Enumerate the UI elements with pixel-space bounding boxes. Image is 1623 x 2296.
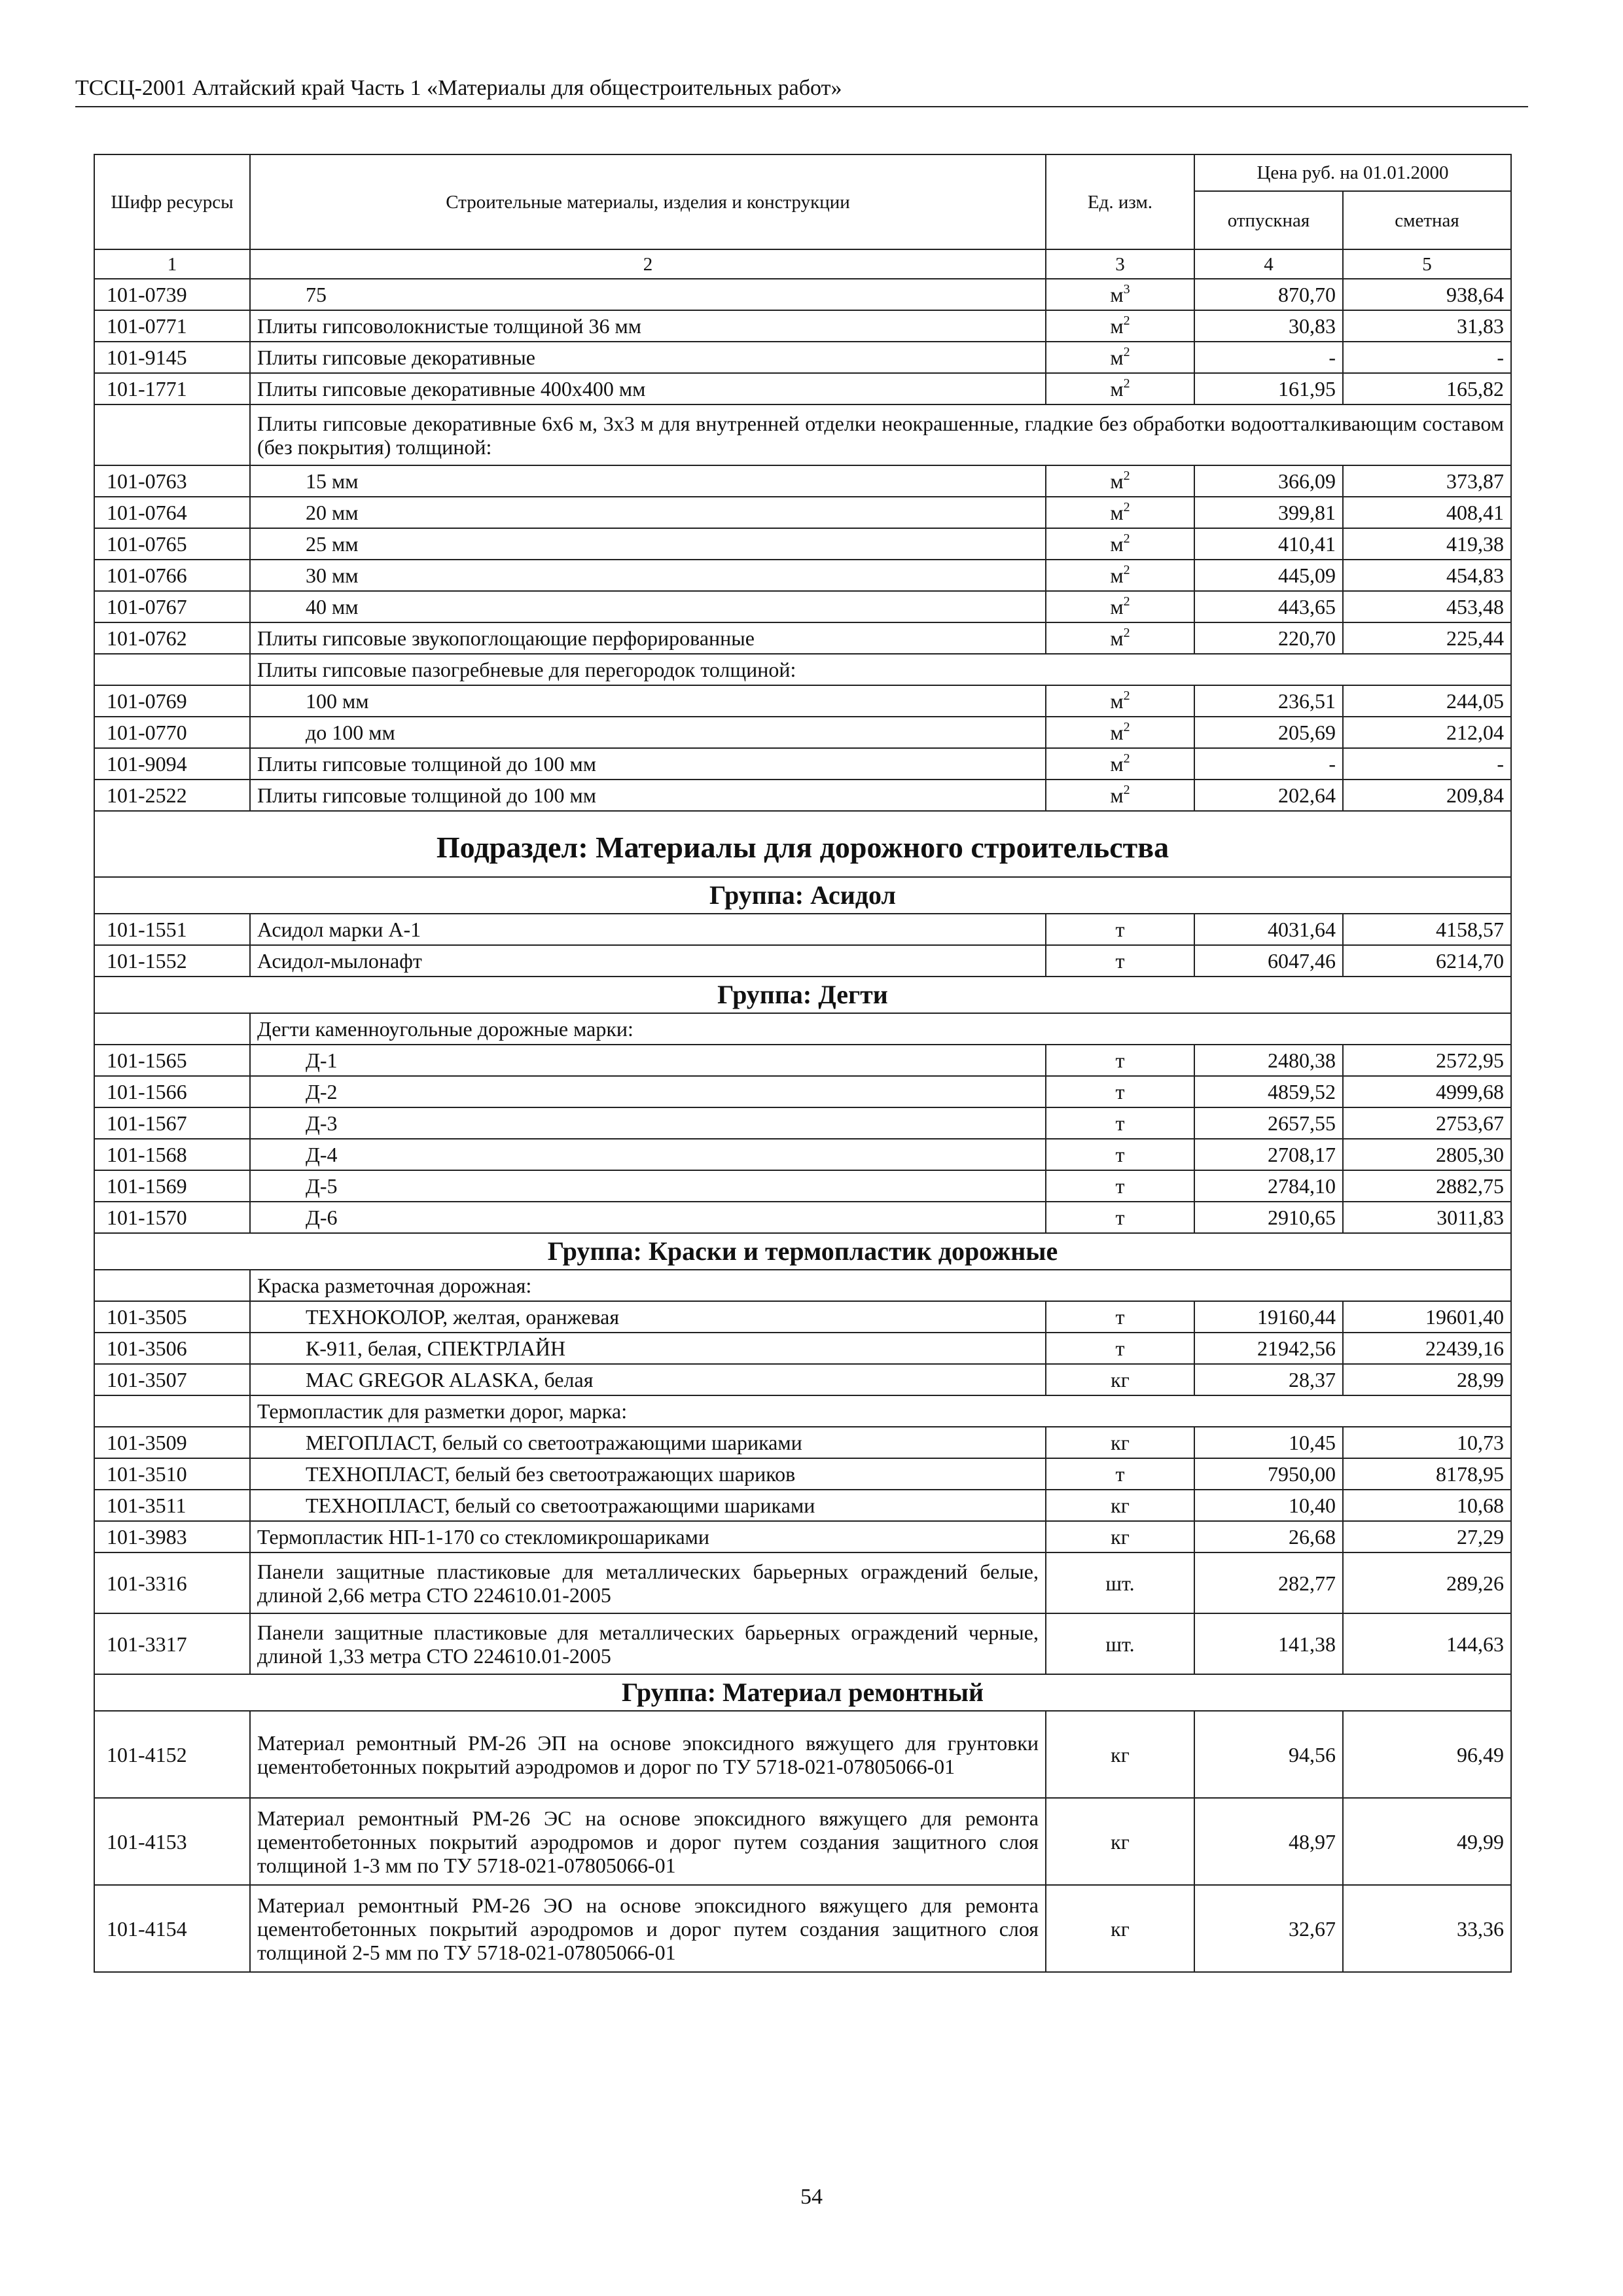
unit-exponent: 2 <box>1123 531 1130 546</box>
row-unit <box>1046 1885 1194 1972</box>
row-price-estimate: 33,36 <box>1343 1885 1511 1972</box>
unit-exponent: 2 <box>1123 469 1130 483</box>
table-row <box>94 1202 1511 1233</box>
row-name: ТЕХНОПЛАСТ, белый без светоотражающих шариков <box>250 1458 1046 1490</box>
row-price-release: 870,70 <box>1194 279 1343 310</box>
row-price-release: 399,81 <box>1194 497 1343 528</box>
note-text: Термопластик для разметки дорог, марка: <box>250 1395 1511 1427</box>
unit-exponent: 2 <box>1123 345 1130 359</box>
row-code: 101-3507 <box>94 1364 250 1395</box>
unit-text: кг <box>1111 1742 1130 1767</box>
table-row <box>94 1885 1511 1972</box>
unit-text: т <box>1115 1174 1125 1198</box>
row-price-estimate: 244,05 <box>1343 685 1511 717</box>
row-unit <box>1046 1139 1194 1170</box>
row-name: 75 <box>250 279 1046 310</box>
row-price-estimate: 209,84 <box>1343 780 1511 811</box>
row-code <box>94 404 250 465</box>
note-text: Плиты гипсовые декоративные 6х6 м, 3х3 м для внутренней отделки неокрашенные, гладкие без обработки водоотталкивающим составом (без покрытия) толщиной: <box>250 404 1511 465</box>
table-row <box>94 373 1511 404</box>
row-price-estimate: 3011,83 <box>1343 1202 1511 1233</box>
group-title: Группа: Дегти <box>94 977 1511 1013</box>
row-unit <box>1046 1333 1194 1364</box>
table-row <box>94 1301 1511 1333</box>
table-row <box>94 591 1511 622</box>
row-name: Асидол марки А-1 <box>250 914 1046 945</box>
unit-exponent: 2 <box>1123 500 1130 514</box>
unit-text: кг <box>1111 1916 1130 1941</box>
row-name: Термопластик НП-1-170 со стекломикрошариками <box>250 1521 1046 1552</box>
row-price-estimate: 28,99 <box>1343 1364 1511 1395</box>
row-price-estimate: 454,83 <box>1343 560 1511 591</box>
row-price-estimate: 2572,95 <box>1343 1045 1511 1076</box>
row-price-estimate: 453,48 <box>1343 591 1511 622</box>
row-price-release: 366,09 <box>1194 465 1343 497</box>
row-code: 101-1552 <box>94 945 250 977</box>
running-header: ТССЦ-2001 Алтайский край Часть 1 «Материалы для общестроительных работ» <box>75 73 1528 107</box>
row-name: Асидол-мылонафт <box>250 945 1046 977</box>
col-number: 2 <box>250 249 1046 279</box>
unit-text: т <box>1115 918 1125 941</box>
row-unit <box>1046 945 1194 977</box>
table-row <box>94 748 1511 780</box>
row-name: Д-6 <box>250 1202 1046 1233</box>
row-name: 40 мм <box>250 591 1046 622</box>
unit-text: т <box>1115 949 1125 973</box>
row-price-release: 410,41 <box>1194 528 1343 560</box>
row-price-estimate: 31,83 <box>1343 310 1511 342</box>
table-row <box>94 622 1511 654</box>
group-row <box>94 877 1511 914</box>
table-row <box>94 1427 1511 1458</box>
unit-exponent: 2 <box>1123 783 1130 797</box>
row-unit <box>1046 1521 1194 1552</box>
row-price-estimate: 373,87 <box>1343 465 1511 497</box>
row-unit <box>1046 1301 1194 1333</box>
group-title: Группа: Материал ремонтный <box>94 1674 1511 1711</box>
row-name: MAC GREGOR ALASKA, белая <box>250 1364 1046 1395</box>
row-price-release: 4031,64 <box>1194 914 1343 945</box>
table-row <box>94 1490 1511 1521</box>
row-price-release: 32,67 <box>1194 1885 1343 1972</box>
row-name: 100 мм <box>250 685 1046 717</box>
row-unit <box>1046 1076 1194 1107</box>
subsection-row <box>94 811 1511 877</box>
row-code: 101-0764 <box>94 497 250 528</box>
row-name: МЕГОПЛАСТ, белый со светоотражающими шариками <box>250 1427 1046 1458</box>
row-code: 101-4153 <box>94 1798 250 1885</box>
unit-text: шт. <box>1105 1632 1135 1656</box>
table-row <box>94 1107 1511 1139</box>
row-unit <box>1046 1170 1194 1202</box>
row-price-release: 282,77 <box>1194 1552 1343 1613</box>
row-code: 101-0763 <box>94 465 250 497</box>
row-unit <box>1046 1798 1194 1885</box>
col-number: 3 <box>1046 249 1194 279</box>
row-name: 20 мм <box>250 497 1046 528</box>
row-price-release: 94,56 <box>1194 1711 1343 1798</box>
row-price-release: 202,64 <box>1194 780 1343 811</box>
table-row <box>94 1458 1511 1490</box>
unit-text: м <box>1110 377 1124 401</box>
col-number: 4 <box>1194 249 1343 279</box>
unit-text: м <box>1110 626 1124 650</box>
note-text: Плиты гипсовые пазогребневые для перегородок толщиной: <box>250 654 1511 685</box>
row-unit <box>1046 622 1194 654</box>
row-price-estimate: - <box>1343 342 1511 373</box>
table-row <box>94 497 1511 528</box>
col-head-release: отпускная <box>1194 191 1343 249</box>
row-unit <box>1046 1613 1194 1674</box>
row-name: Д-1 <box>250 1045 1046 1076</box>
row-price-release: 21942,56 <box>1194 1333 1343 1364</box>
row-price-release: 161,95 <box>1194 373 1343 404</box>
row-unit <box>1046 310 1194 342</box>
table-row <box>94 1552 1511 1613</box>
row-code: 101-0765 <box>94 528 250 560</box>
unit-exponent: 2 <box>1123 563 1130 577</box>
group-row <box>94 1674 1511 1711</box>
row-code: 101-1771 <box>94 373 250 404</box>
row-price-estimate: 19601,40 <box>1343 1301 1511 1333</box>
row-code: 101-3983 <box>94 1521 250 1552</box>
unit-text: т <box>1115 1049 1125 1072</box>
table-row <box>94 465 1511 497</box>
row-unit <box>1046 342 1194 373</box>
row-price-estimate: 6214,70 <box>1343 945 1511 977</box>
row-unit <box>1046 780 1194 811</box>
row-price-estimate: 2805,30 <box>1343 1139 1511 1170</box>
row-name: 15 мм <box>250 465 1046 497</box>
row-price-release: - <box>1194 342 1343 373</box>
row-code: 101-4154 <box>94 1885 250 1972</box>
table-row <box>94 1076 1511 1107</box>
row-code: 101-3505 <box>94 1301 250 1333</box>
row-code: 101-0770 <box>94 717 250 748</box>
row-unit <box>1046 560 1194 591</box>
unit-text: м <box>1110 595 1124 619</box>
row-name: Панели защитные пластиковые для металлических барьерных ограждений белые, длиной 2,66 метра СТО 224610.01-2005 <box>250 1552 1046 1613</box>
unit-exponent: 3 <box>1123 282 1130 296</box>
row-name: К-911, белая, СПЕКТРЛАЙН <box>250 1333 1046 1364</box>
unit-text: т <box>1115 1080 1125 1103</box>
row-price-release: 236,51 <box>1194 685 1343 717</box>
row-unit <box>1046 1711 1194 1798</box>
row-price-estimate: 22439,16 <box>1343 1333 1511 1364</box>
row-code: 101-3316 <box>94 1552 250 1613</box>
table-head <box>94 154 1511 279</box>
unit-text: т <box>1115 1111 1125 1135</box>
row-code: 101-9145 <box>94 342 250 373</box>
row-unit <box>1046 465 1194 497</box>
note-row <box>94 654 1511 685</box>
unit-text: м <box>1110 501 1124 524</box>
note-row <box>94 1395 1511 1427</box>
row-name: Д-3 <box>250 1107 1046 1139</box>
row-unit <box>1046 717 1194 748</box>
table-row <box>94 1139 1511 1170</box>
row-price-release: 2657,55 <box>1194 1107 1343 1139</box>
unit-exponent: 2 <box>1123 751 1130 766</box>
unit-text: м <box>1110 283 1124 306</box>
row-name: Плиты гипсовые звукопоглощающие перфорированные <box>250 622 1046 654</box>
col-head-unit: Ед. изм. <box>1046 154 1194 249</box>
col-head-price: Цена руб. на 01.01.2000 <box>1194 154 1511 191</box>
row-name: Д-5 <box>250 1170 1046 1202</box>
row-code <box>94 1013 250 1045</box>
row-code: 101-1569 <box>94 1170 250 1202</box>
row-price-release: 28,37 <box>1194 1364 1343 1395</box>
table-row <box>94 528 1511 560</box>
unit-text: кг <box>1111 1431 1130 1454</box>
note-row <box>94 1013 1511 1045</box>
col-number: 1 <box>94 249 250 279</box>
unit-text: м <box>1110 564 1124 587</box>
row-code: 101-1566 <box>94 1076 250 1107</box>
row-name: Д-4 <box>250 1139 1046 1170</box>
row-price-estimate: 49,99 <box>1343 1798 1511 1885</box>
row-code: 101-9094 <box>94 748 250 780</box>
row-price-estimate: 8178,95 <box>1343 1458 1511 1490</box>
row-code <box>94 1395 250 1427</box>
row-price-estimate: 165,82 <box>1343 373 1511 404</box>
table-row <box>94 279 1511 310</box>
row-price-estimate: 4158,57 <box>1343 914 1511 945</box>
row-code: 101-3510 <box>94 1458 250 1490</box>
unit-exponent: 2 <box>1123 626 1130 640</box>
row-price-release: 6047,46 <box>1194 945 1343 977</box>
row-name: Панели защитные пластиковые для металлических барьерных ограждений черные, длиной 1,33 метра СТО 224610.01-2005 <box>250 1613 1046 1674</box>
row-code: 101-0769 <box>94 685 250 717</box>
note-text: Дегти каменноугольные дорожные марки: <box>250 1013 1511 1045</box>
row-unit <box>1046 497 1194 528</box>
row-price-estimate: 96,49 <box>1343 1711 1511 1798</box>
row-price-estimate: - <box>1343 748 1511 780</box>
unit-text: т <box>1115 1462 1125 1486</box>
row-unit <box>1046 1202 1194 1233</box>
row-unit <box>1046 914 1194 945</box>
row-unit <box>1046 1552 1194 1613</box>
row-price-estimate: 938,64 <box>1343 279 1511 310</box>
row-name: Материал ремонтный РМ-26 ЭО на основе эпоксидного вяжущего для ремонта цементобетонных покрытий аэродромов и дорог путем создания защитного слоя толщиной 2-5 мм по ТУ 5718-021-07805066-01 <box>250 1885 1046 1972</box>
row-price-release: 30,83 <box>1194 310 1343 342</box>
row-name: ТЕХНОПЛАСТ, белый со светоотражающими шариками <box>250 1490 1046 1521</box>
note-text: Краска разметочная дорожная: <box>250 1270 1511 1301</box>
table-row <box>94 914 1511 945</box>
table-row <box>94 1170 1511 1202</box>
unit-text: м <box>1110 314 1124 338</box>
row-name: 25 мм <box>250 528 1046 560</box>
group-title: Группа: Краски и термопластик дорожные <box>94 1233 1511 1270</box>
unit-exponent: 2 <box>1123 689 1130 703</box>
row-name: Плиты гипсоволокнистые толщиной 36 мм <box>250 310 1046 342</box>
unit-text: кг <box>1111 1368 1130 1391</box>
row-unit <box>1046 1364 1194 1395</box>
group-row <box>94 1233 1511 1270</box>
row-name: Материал ремонтный РМ-26 ЭП на основе эпоксидного вяжущего для грунтовки цементобетонных покрытий аэродромов и дорог по ТУ 5718-021-07805066-01 <box>250 1711 1046 1798</box>
page-number: 54 <box>800 2185 823 2209</box>
row-code: 101-1567 <box>94 1107 250 1139</box>
row-price-release: 10,40 <box>1194 1490 1343 1521</box>
unit-text: т <box>1115 1206 1125 1229</box>
table-body <box>94 279 1511 1972</box>
subsection-title: Подраздел: Материалы для дорожного строительства <box>94 811 1511 877</box>
table-row <box>94 1613 1511 1674</box>
row-code: 101-3317 <box>94 1613 250 1674</box>
table-row <box>94 945 1511 977</box>
row-price-estimate: 289,26 <box>1343 1552 1511 1613</box>
row-code <box>94 654 250 685</box>
row-price-estimate: 10,68 <box>1343 1490 1511 1521</box>
unit-text: м <box>1110 783 1124 807</box>
row-code: 101-0766 <box>94 560 250 591</box>
col-head-name: Строительные материалы, изделия и конструкции <box>250 154 1046 249</box>
row-price-estimate: 212,04 <box>1343 717 1511 748</box>
row-name: Материал ремонтный РМ-26 ЭС на основе эпоксидного вяжущего для ремонта цементобетонных покрытий аэродромов и дорог путем создания защитного слоя толщиной 1-3 мм по ТУ 5718-021-07805066-01 <box>250 1798 1046 1885</box>
table-row <box>94 1045 1511 1076</box>
table-row <box>94 560 1511 591</box>
row-unit <box>1046 373 1194 404</box>
row-unit <box>1046 1458 1194 1490</box>
row-price-release: 2708,17 <box>1194 1139 1343 1170</box>
row-code: 101-1551 <box>94 914 250 945</box>
row-price-release: 7950,00 <box>1194 1458 1343 1490</box>
row-code: 101-1568 <box>94 1139 250 1170</box>
row-name: 30 мм <box>250 560 1046 591</box>
row-unit <box>1046 1490 1194 1521</box>
row-name: Плиты гипсовые толщиной до 100 мм <box>250 748 1046 780</box>
row-name: Плиты гипсовые декоративные 400х400 мм <box>250 373 1046 404</box>
row-price-estimate: 144,63 <box>1343 1613 1511 1674</box>
unit-text: кг <box>1111 1494 1130 1517</box>
row-code: 101-1565 <box>94 1045 250 1076</box>
unit-text: т <box>1115 1305 1125 1329</box>
table-row <box>94 780 1511 811</box>
row-price-estimate: 225,44 <box>1343 622 1511 654</box>
row-code: 101-3511 <box>94 1490 250 1521</box>
unit-text: т <box>1115 1336 1125 1360</box>
row-unit <box>1046 1427 1194 1458</box>
row-unit <box>1046 748 1194 780</box>
row-code: 101-0762 <box>94 622 250 654</box>
row-code: 101-3509 <box>94 1427 250 1458</box>
row-code: 101-0767 <box>94 591 250 622</box>
column-numbers-row <box>94 249 1511 279</box>
row-price-release: 10,45 <box>1194 1427 1343 1458</box>
row-name: Д-2 <box>250 1076 1046 1107</box>
row-price-release: 443,65 <box>1194 591 1343 622</box>
note-row <box>94 404 1511 465</box>
unit-text: шт. <box>1105 1571 1135 1595</box>
row-code <box>94 1270 250 1301</box>
row-name: ТЕХНОКОЛОР, желтая, оранжевая <box>250 1301 1046 1333</box>
table-row <box>94 717 1511 748</box>
unit-exponent: 2 <box>1123 314 1130 328</box>
row-unit <box>1046 1107 1194 1139</box>
unit-text: м <box>1110 346 1124 369</box>
row-unit <box>1046 528 1194 560</box>
row-name: Плиты гипсовые декоративные <box>250 342 1046 373</box>
row-price-estimate: 27,29 <box>1343 1521 1511 1552</box>
unit-exponent: 2 <box>1123 376 1130 391</box>
table-row <box>94 310 1511 342</box>
row-unit <box>1046 591 1194 622</box>
unit-text: м <box>1110 532 1124 556</box>
row-price-release: 4859,52 <box>1194 1076 1343 1107</box>
table-row <box>94 1333 1511 1364</box>
row-code: 101-0739 <box>94 279 250 310</box>
unit-text: м <box>1110 752 1124 776</box>
row-price-release: 2910,65 <box>1194 1202 1343 1233</box>
row-code: 101-2522 <box>94 780 250 811</box>
table-row <box>94 342 1511 373</box>
row-price-release: 2480,38 <box>1194 1045 1343 1076</box>
unit-exponent: 2 <box>1123 594 1130 609</box>
group-title: Группа: Асидол <box>94 877 1511 914</box>
unit-exponent: 2 <box>1123 720 1130 734</box>
row-price-estimate: 2882,75 <box>1343 1170 1511 1202</box>
row-price-release: 205,69 <box>1194 717 1343 748</box>
row-code: 101-1570 <box>94 1202 250 1233</box>
row-name: до 100 мм <box>250 717 1046 748</box>
unit-text: м <box>1110 689 1124 713</box>
row-unit <box>1046 279 1194 310</box>
row-price-estimate: 419,38 <box>1343 528 1511 560</box>
table-row <box>94 1364 1511 1395</box>
col-head-code: Шифр ресурсы <box>94 154 250 249</box>
row-price-release: 2784,10 <box>1194 1170 1343 1202</box>
unit-text: кг <box>1111 1829 1130 1854</box>
price-table <box>94 154 1512 1973</box>
row-price-release: 19160,44 <box>1194 1301 1343 1333</box>
row-code: 101-0771 <box>94 310 250 342</box>
unit-text: м <box>1110 721 1124 744</box>
row-unit <box>1046 1045 1194 1076</box>
row-price-release: 141,38 <box>1194 1613 1343 1674</box>
row-code: 101-4152 <box>94 1711 250 1798</box>
table-row <box>94 1711 1511 1798</box>
col-number: 5 <box>1343 249 1511 279</box>
row-price-release: 220,70 <box>1194 622 1343 654</box>
row-unit <box>1046 685 1194 717</box>
row-price-estimate: 408,41 <box>1343 497 1511 528</box>
note-row <box>94 1270 1511 1301</box>
row-price-release: 445,09 <box>1194 560 1343 591</box>
col-head-estimate: сметная <box>1343 191 1511 249</box>
row-price-estimate: 4999,68 <box>1343 1076 1511 1107</box>
row-price-estimate: 2753,67 <box>1343 1107 1511 1139</box>
table-row <box>94 1521 1511 1552</box>
group-row <box>94 977 1511 1013</box>
row-price-release: - <box>1194 748 1343 780</box>
row-price-estimate: 10,73 <box>1343 1427 1511 1458</box>
unit-text: кг <box>1111 1525 1130 1549</box>
unit-text: м <box>1110 469 1124 493</box>
unit-text: т <box>1115 1143 1125 1166</box>
row-price-release: 48,97 <box>1194 1798 1343 1885</box>
row-price-release: 26,68 <box>1194 1521 1343 1552</box>
table-row <box>94 685 1511 717</box>
table-row <box>94 1798 1511 1885</box>
row-name: Плиты гипсовые толщиной до 100 мм <box>250 780 1046 811</box>
row-code: 101-3506 <box>94 1333 250 1364</box>
